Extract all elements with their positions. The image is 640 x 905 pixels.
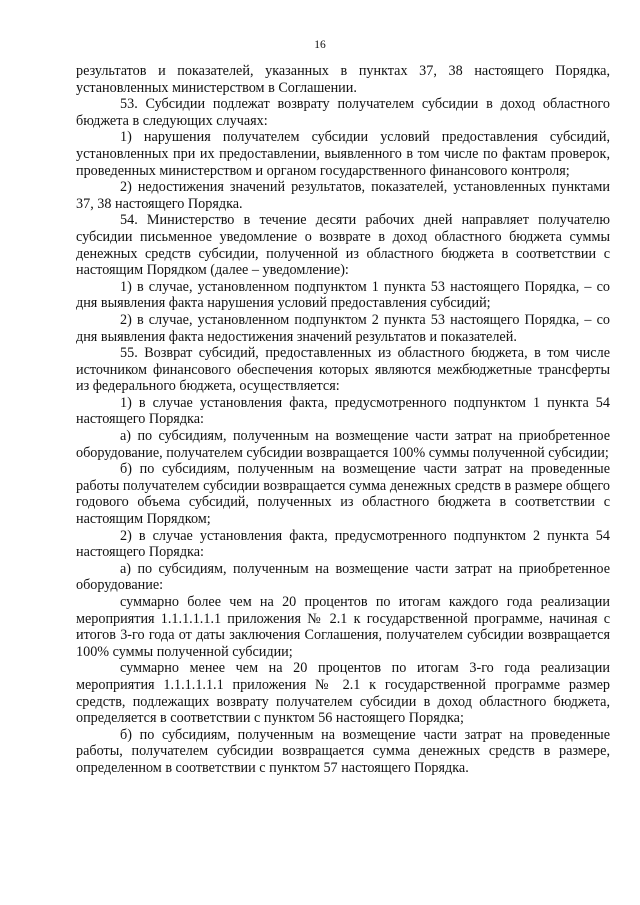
paragraph-54-item-1: 1) в случае, установленном подпунктом 1 пункта 53 настоящего Порядка, – со дня выявления факта нарушения условий предоставления субсидий; xyxy=(76,278,610,312)
paragraph-54-item-2: 2) в случае, установленном подпунктом 2 пункта 53 настоящего Порядка, – со дня выявления факта недостижения значений результатов и показателей. xyxy=(76,311,610,345)
paragraph-54: 54. Министерство в течение десяти рабочих дней направляет получателю субсидии письменное уведомление о возврате в доход областного бюджета суммы денежных средств субсидии, полученной из областного бюджета в соответствии с настоящим Порядком (далее – уведомление): xyxy=(76,212,610,279)
paragraph-55-item-2-b: б) по субсидиям, полученным на возмещение части затрат на проведенные работы, получателем субсидии возвращается сумма денежных средств в размере, определенном в соответствии с пунктом 57 настоящего Порядка. xyxy=(76,726,610,776)
paragraph-55-item-1: 1) в случае установления факта, предусмотренного подпунктом 1 пункта 54 настоящего Порядка: xyxy=(76,394,610,428)
paragraph-55-item-2: 2) в случае установления факта, предусмотренного подпунктом 2 пункта 54 настоящего Порядка: xyxy=(76,527,610,561)
paragraph-55-item-1-b: б) по субсидиям, полученным на возмещение части затрат на проведенные работы получателем субсидии возвращается сумма денежных средств в размере общего годового объема субсидий, полученных из областного бюджета в соответствии с настоящим Порядком; xyxy=(76,461,610,528)
paragraph-53-item-2: 2) недостижения значений результатов, показателей, установленных пунктами 37, 38 настоящего Порядка. xyxy=(76,179,610,212)
paragraph-55-item-1-a: а) по субсидиям, полученным на возмещение части затрат на приобретенное оборудование, получателем субсидии возвращается 100% суммы полученной субсидии; xyxy=(76,428,610,461)
paragraph-53: 53. Субсидии подлежат возврату получателем субсидии в доход областного бюджета в следующих случаях: xyxy=(76,96,610,129)
document-body xyxy=(76,63,610,777)
paragraph-55-item-2-a: а) по субсидиям, полученным на возмещение части затрат на приобретенное оборудование: xyxy=(76,560,610,594)
paragraph-55-item-2-a-under-20: суммарно менее чем на 20 процентов по итогам 3-го года реализации мероприятия 1.1.1.1.1.1 приложения № 2.1 к государственной программе размер средств, подлежащих возврату получателем субсидии в доход областного бюджета, определяется в соответствии с пунктом 56 настоящего Порядка; xyxy=(76,660,610,727)
paragraph-55-item-2-a-over-20: суммарно более чем на 20 процентов по итогам каждого года реализации мероприятия 1.1.1.1.1.1 приложения № 2.1 к государственной программе, начиная с итогов 3-го года от даты заключения Соглашения, получателем субсидии возвращается 100% суммы полученной субсидии; xyxy=(76,594,610,660)
paragraph-continuation: результатов и показателей, указанных в пунктах 37, 38 настоящего Порядка, установленных министерством в Соглашении. xyxy=(76,63,610,96)
paragraph-53-item-1: 1) нарушения получателем субсидии условий предоставления субсидий, установленных при их предоставлении, выявленного в том числе по фактам проверок, проведенных министерством и органом государственного финансового контроля; xyxy=(76,129,610,179)
page-number: 16 xyxy=(314,39,326,51)
paragraph-55: 55. Возврат субсидий, предоставленных из областного бюджета, в том числе источником финансового обеспечения которых являются межбюджетные трансферты из федерального бюджета, осуществляется: xyxy=(76,345,610,395)
